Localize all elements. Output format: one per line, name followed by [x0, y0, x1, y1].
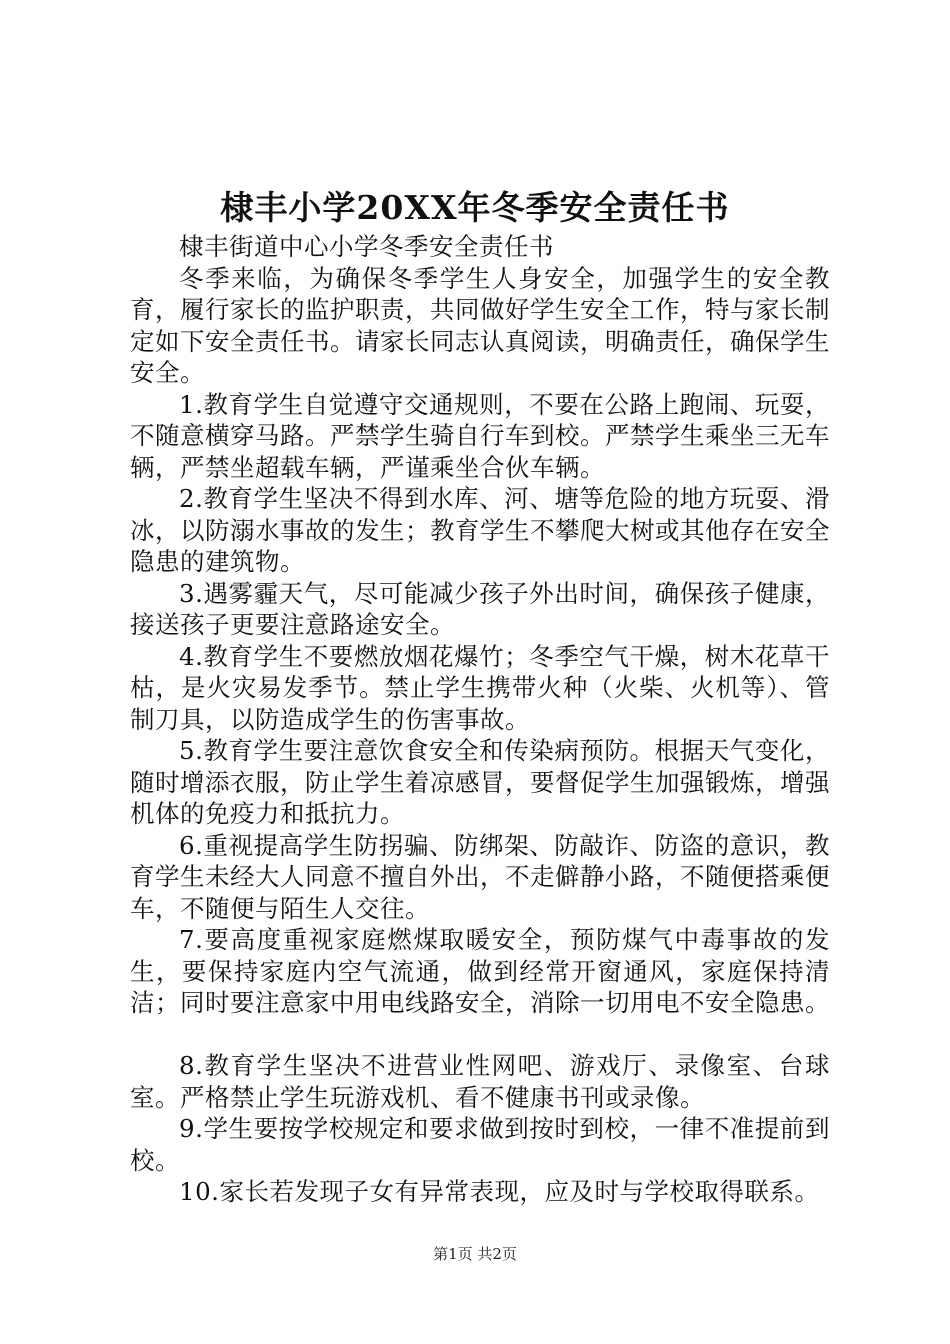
clause-9: 9.学生要按学校规定和要求做到按时到校，一律不准提前到校。: [130, 1114, 830, 1175]
clause-10: 10.家长若发现子女有异常表现，应及时与学校取得联系。: [179, 1177, 820, 1206]
page-number-footer: 第1页 共2页: [433, 1245, 517, 1263]
clause-8: 8.教育学生坚决不进营业性网吧、游戏厅、录像室、台球室。严格禁止学生玩游戏机、看不健康书刊或录像。: [130, 1051, 830, 1112]
document-subtitle: 棣丰街道中心小学冬季安全责任书: [179, 232, 554, 261]
document-body: [130, 231, 830, 1208]
intro-paragraph: 冬季来临，为确保冬季学生人身安全，加强学生的安全教育，履行家长的监护职责，共同做好学生安全工作，特与家长制定如下安全责任书。请家长同志认真阅读，明确责任，确保学生安全。: [130, 263, 830, 387]
clause-1: 1.教育学生自觉遵守交通规则，不要在公路上跑闹、玩耍，不随意横穿马路。严禁学生骑自行车到校。严禁学生乘坐三无车辆，严禁坐超载车辆，严谨乘坐合伙车辆。: [130, 389, 830, 482]
clause-7: 7.要高度重视家庭燃煤取暖安全，预防煤气中毒事故的发生，要保持家庭内空气流通，做到经常开窗通风，家庭保持清洁；同时要注意家中用电线路安全，消除一切用电不安全隐患。: [130, 925, 830, 1017]
clause-5: 5.教育学生要注意饮食安全和传染病预防。根据天气变化，随时增添衣服，防止学生着凉感冒，要督促学生加强锻炼，增强机体的免疫力和抵抗力。: [130, 736, 830, 828]
clause-6: 6.重视提高学生防拐骗、防绑架、防敲诈、防盗的意识，教育学生未经大人同意不擅自外出，不走僻静小路，不随便搭乘便车，不随便与陌生人交往。: [130, 830, 830, 923]
clause-4: 4.教育学生不要燃放烟花爆竹；冬季空气干燥，树木花草干枯，是火灾易发季节。禁止学生携带火种（火柴、火机等）、管制刀具，以防造成学生的伤害事故。: [130, 641, 830, 734]
document-title: 棣丰小学20XX年冬季安全责任书: [220, 188, 730, 227]
clause-2: 2.教育学生坚决不得到水库、河、塘等危险的地方玩耍、滑冰，以防溺水事故的发生；教育学生不攀爬大树或其他存在安全隐患的建筑物。: [130, 484, 830, 576]
clause-3: 3.遇雾霾天气，尽可能减少孩子外出时间，确保孩子健康，接送孩子更要注意路途安全。: [130, 578, 830, 639]
